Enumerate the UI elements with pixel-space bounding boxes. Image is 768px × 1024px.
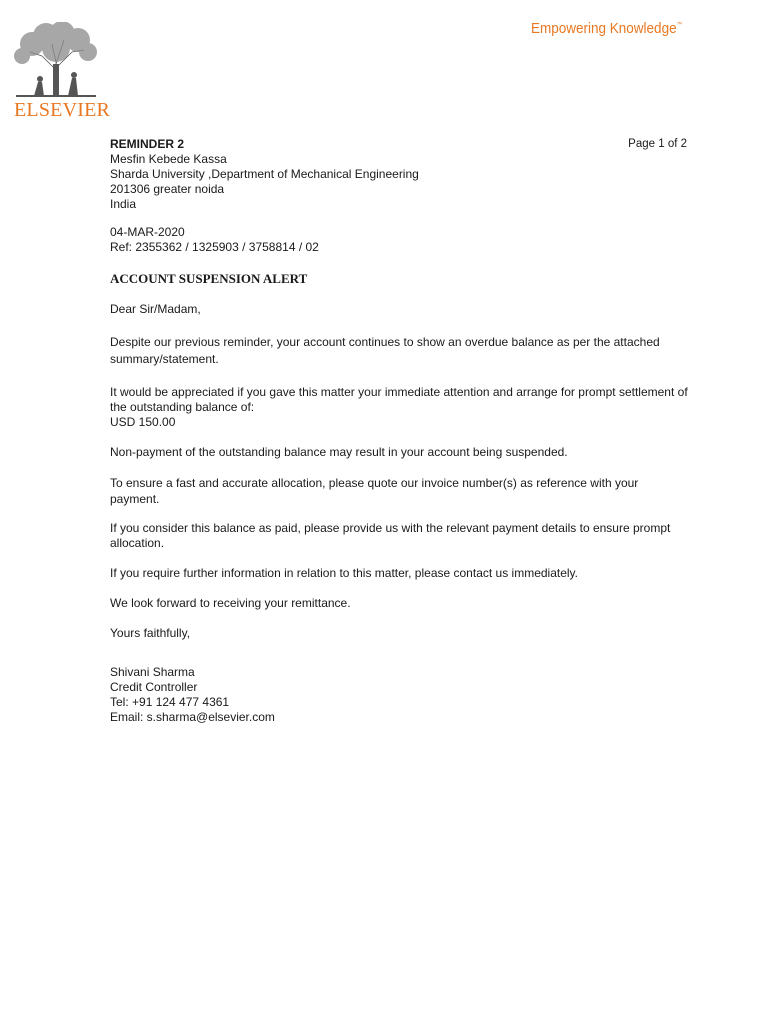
recipient-organization: Sharda University ,Department of Mechanical Engineering [110,167,419,181]
paragraph-settlement: It would be appreciated if you gave this matter your immediate attention and arrange for prompt settlement of the outstanding balance of: [110,385,688,414]
letter-date: 04-MAR-2020 [110,225,185,239]
paragraph-contact: If you require further information in relation to this matter, please contact us immediately. [110,566,578,580]
recipient-address [110,152,690,212]
page-number: Page 1 of 2 [628,138,687,150]
paragraph-suspension: Non-payment of the outstanding balance may result in your account being suspended. [110,445,568,459]
paragraph-paid: If you consider this balance as paid, please provide us with the relevant payment details to ensure prompt allocation. [110,521,671,550]
signer-name: Shivani Sharma [110,665,195,679]
letter-header-row [110,137,690,152]
tagline [531,20,682,37]
signer-email: Email: s.sharma@elsevier.com [110,710,275,724]
logo-wordmark: ELSEVIER [14,99,111,121]
recipient-name: Mesfin Kebede Kassa [110,152,227,166]
letter-body [110,137,690,725]
signature-block [110,665,690,725]
recipient-city: 201306 greater noida [110,182,225,196]
signer-role: Credit Controller [110,680,198,694]
outstanding-amount: USD 150.00 [110,415,176,429]
reminder-label: REMINDER 2 [110,137,185,151]
tagline-text: Empowering Knowledge [531,20,677,37]
trademark-mark: ™ [676,22,682,28]
paragraph-remittance: We look forward to receiving your remittance. [110,596,351,610]
signer-phone: Tel: +91 124 477 4361 [110,695,230,709]
salutation: Dear Sir/Madam, [110,302,201,316]
closing: Yours faithfully, [110,626,191,640]
recipient-country: India [110,197,137,211]
paragraph-overdue: Despite our previous reminder, your account continues to show an overdue balance as per the attached summary/statement. [110,335,660,366]
reference-numbers: Ref: 2355362 / 1325903 / 3758814 / 02 [110,240,319,254]
letter-title: ACCOUNT SUSPENSION ALERT [110,271,308,286]
paragraph-reference: To ensure a fast and accurate allocation, please quote our invoice number(s) as reference with your payment. [110,476,639,506]
elsevier-logo [12,22,111,122]
tree-emblem-icon [12,22,100,98]
